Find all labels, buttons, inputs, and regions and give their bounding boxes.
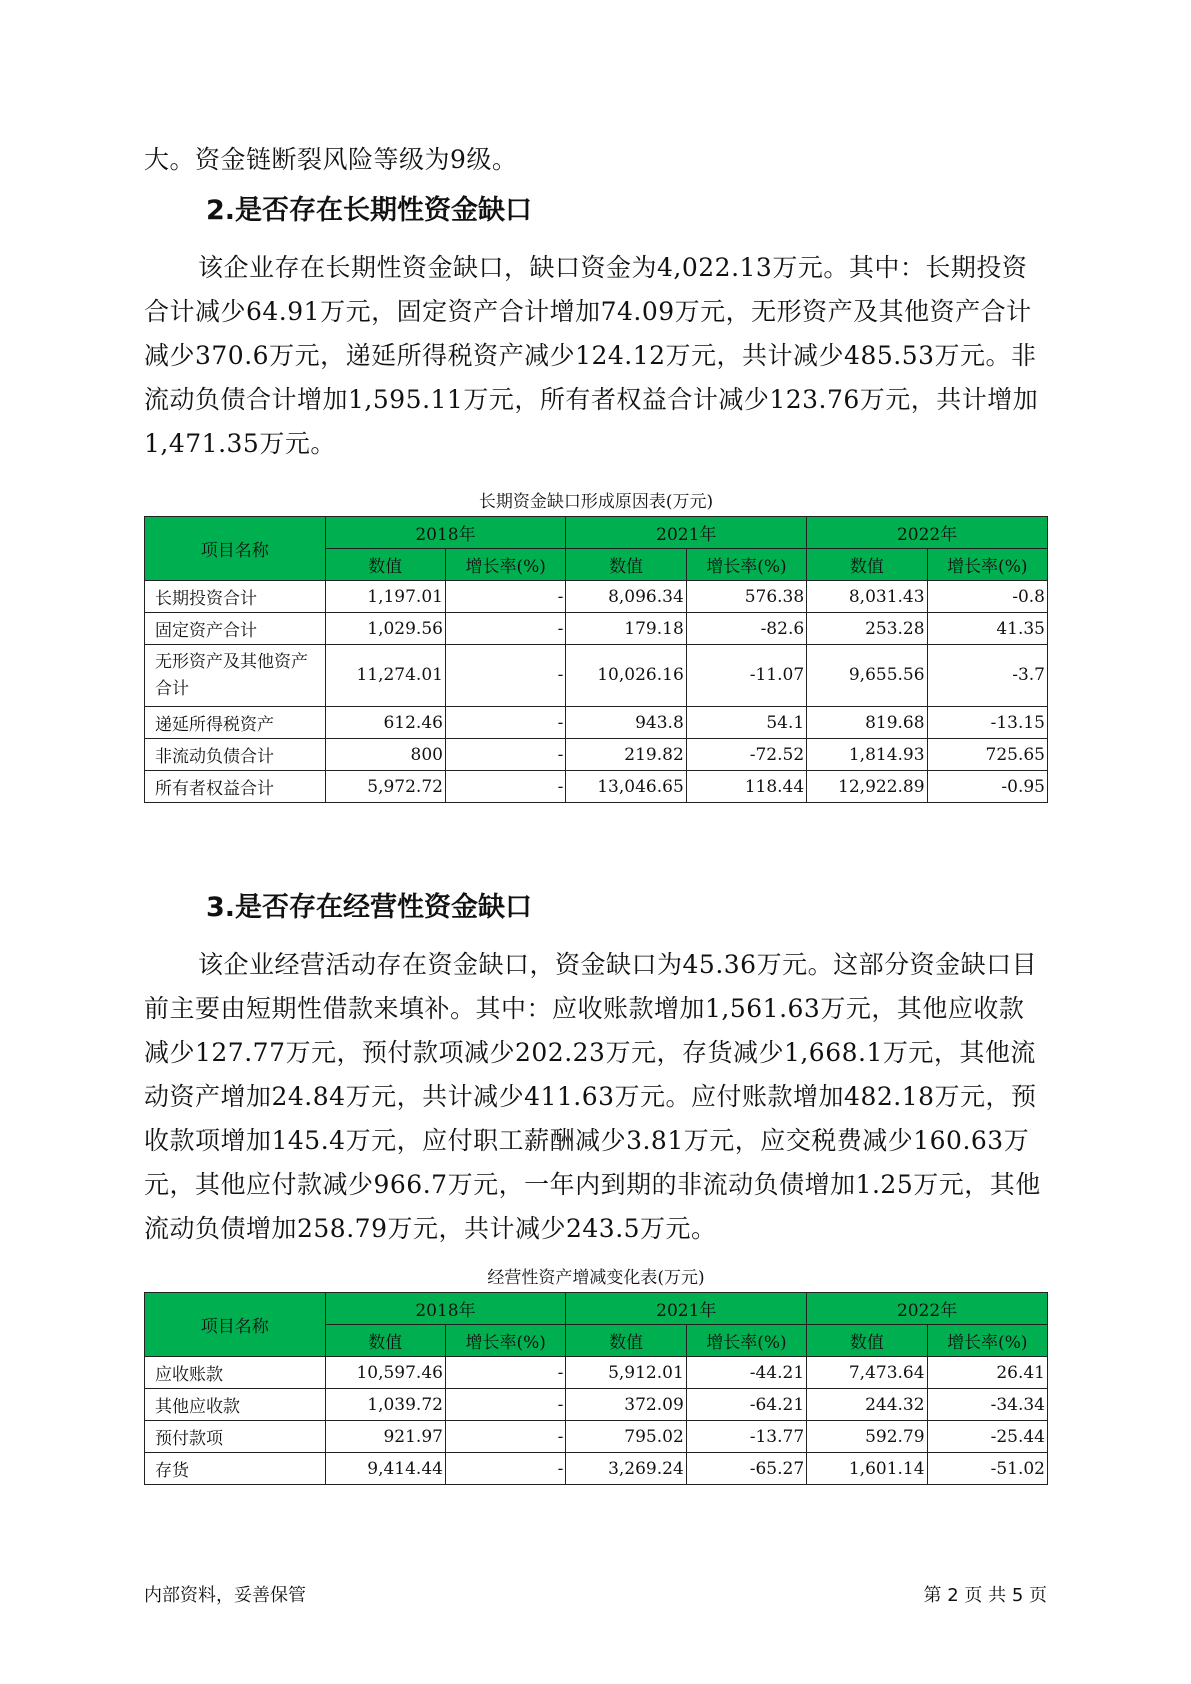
table-row	[145, 1357, 1048, 1389]
cell-growth: -	[445, 1421, 565, 1453]
cell-growth: -82.6	[686, 613, 806, 645]
row-label: 其他应收款	[145, 1389, 326, 1421]
cell-value: 8,096.34	[566, 581, 686, 613]
growth-rate-header: 增长率(%)	[686, 549, 806, 581]
year-header: 2022年	[807, 517, 1048, 549]
cell-growth: -	[445, 771, 565, 803]
row-label: 非流动负债合计	[145, 739, 326, 771]
cell-value: 800	[325, 739, 445, 771]
cell-value: 9,655.56	[807, 645, 927, 707]
cell-growth: -	[445, 581, 565, 613]
item-name-header: 项目名称	[145, 1293, 326, 1357]
cell-value: 5,972.72	[325, 771, 445, 803]
growth-rate-header: 增长率(%)	[927, 549, 1047, 581]
table-row	[145, 739, 1048, 771]
section-3-heading: 3.是否存在经营性资金缺口	[206, 892, 533, 923]
section-2-heading: 2.是否存在长期性资金缺口	[206, 195, 533, 226]
year-header: 2018年	[325, 517, 566, 549]
cell-value: 5,912.01	[566, 1357, 686, 1389]
footer-page-number: 第 2 页 共 5 页	[923, 1585, 1047, 1606]
cell-growth: -13.15	[927, 707, 1047, 739]
cell-growth: -	[445, 1389, 565, 1421]
year-header: 2021年	[566, 517, 807, 549]
table-2-caption: 经营性资产增减变化表(万元)	[487, 1268, 705, 1288]
cell-value: 1,814.93	[807, 739, 927, 771]
table-row	[145, 1421, 1048, 1453]
cell-growth: -51.02	[927, 1453, 1047, 1485]
cell-value: 244.32	[807, 1389, 927, 1421]
cell-value: 7,473.64	[807, 1357, 927, 1389]
row-label: 递延所得税资产	[145, 707, 326, 739]
cell-value: 921.97	[325, 1421, 445, 1453]
year-header: 2022年	[807, 1293, 1048, 1325]
cell-growth: -	[445, 1453, 565, 1485]
long-term-gap-table	[144, 516, 1048, 803]
cell-value: 372.09	[566, 1389, 686, 1421]
section-3-paragraph: 该企业经营活动存在资金缺口，资金缺口为45.36万元。这部分资金缺口目前主要由短期性借款来填补。其中：应收账款增加1,561.63万元，其他应收款减少127.77万元，预付款项减少202.23万元，存货减少1,668.1万元，其他流动资产增加24.84万元，共计减少411.63万元。应付账款增加482.18万元，预收款项增加145.4万元，应付职工薪酬减少3.81万元，应交税费减少160.63万元，其他应付款减少966.7万元，一年内到期的非流动负债增加1.25万元，其他流动负债增加258.79万元，共计减少243.5万元。	[144, 950, 1041, 1243]
cell-value: 11,274.01	[325, 645, 445, 707]
row-label: 长期投资合计	[145, 581, 326, 613]
cell-value: 12,922.89	[807, 771, 927, 803]
cell-value: 253.28	[807, 613, 927, 645]
cell-growth: -65.27	[686, 1453, 806, 1485]
value-header: 数值	[566, 1325, 686, 1357]
cell-value: 795.02	[566, 1421, 686, 1453]
section-2-paragraph: 该企业存在长期性资金缺口，缺口资金为4,022.13万元。其中：长期投资合计减少64.91万元，固定资产合计增加74.09万元，无形资产及其他资产合计减少370.6万元，递延所得税资产减少124.12万元，共计减少485.53万元。非流动负债合计增加1,595.11万元，所有者权益合计减少123.76万元，共计增加1,471.35万元。	[144, 253, 1039, 458]
cell-value: 943.8	[566, 707, 686, 739]
table-1-caption: 长期资金缺口形成原因表(万元)	[478, 492, 714, 512]
cell-growth: -72.52	[686, 739, 806, 771]
operating-assets-table	[144, 1292, 1048, 1485]
cell-growth: 576.38	[686, 581, 806, 613]
value-header: 数值	[325, 549, 445, 581]
cell-growth: -0.95	[927, 771, 1047, 803]
cell-growth: 118.44	[686, 771, 806, 803]
growth-rate-header: 增长率(%)	[445, 1325, 565, 1357]
footer-confidential-note: 内部资料，妥善保管	[144, 1585, 306, 1606]
cell-growth: -64.21	[686, 1389, 806, 1421]
table-row	[145, 613, 1048, 645]
table-row	[145, 771, 1048, 803]
item-name-header: 项目名称	[145, 517, 326, 581]
table-row	[145, 1453, 1048, 1485]
cell-value: 9,414.44	[325, 1453, 445, 1485]
cell-growth: -0.8	[927, 581, 1047, 613]
cell-value: 1,029.56	[325, 613, 445, 645]
row-label: 存货	[145, 1453, 326, 1485]
row-label: 预付款项	[145, 1421, 326, 1453]
cell-value: 10,026.16	[566, 645, 686, 707]
cell-growth: 41.35	[927, 613, 1047, 645]
cell-value: 612.46	[325, 707, 445, 739]
row-label: 固定资产合计	[145, 613, 326, 645]
year-header: 2021年	[566, 1293, 807, 1325]
table-row	[145, 1389, 1048, 1421]
value-header: 数值	[807, 1325, 927, 1357]
cell-growth: -	[445, 1357, 565, 1389]
cell-value: 1,039.72	[325, 1389, 445, 1421]
cell-value: 1,601.14	[807, 1453, 927, 1485]
cell-growth: -44.21	[686, 1357, 806, 1389]
cell-value: 592.79	[807, 1421, 927, 1453]
cell-growth: -25.44	[927, 1421, 1047, 1453]
growth-rate-header: 增长率(%)	[927, 1325, 1047, 1357]
cell-value: 10,597.46	[325, 1357, 445, 1389]
cell-growth: -	[445, 739, 565, 771]
cell-growth: -	[445, 613, 565, 645]
cell-value: 179.18	[566, 613, 686, 645]
cell-value: 219.82	[566, 739, 686, 771]
cell-growth: 725.65	[927, 739, 1047, 771]
cell-growth: -13.77	[686, 1421, 806, 1453]
cell-growth: -3.7	[927, 645, 1047, 707]
year-header: 2018年	[325, 1293, 566, 1325]
cell-value: 1,197.01	[325, 581, 445, 613]
row-label: 无形资产及其他资产合计	[145, 645, 326, 707]
cell-growth: -	[445, 645, 565, 707]
cell-growth: -	[445, 707, 565, 739]
cell-value: 8,031.43	[807, 581, 927, 613]
table-row	[145, 645, 1048, 707]
growth-rate-header: 增长率(%)	[445, 549, 565, 581]
cell-value: 819.68	[807, 707, 927, 739]
cell-value: 13,046.65	[566, 771, 686, 803]
value-header: 数值	[566, 549, 686, 581]
row-label: 所有者权益合计	[145, 771, 326, 803]
table-row	[145, 581, 1048, 613]
value-header: 数值	[325, 1325, 445, 1357]
growth-rate-header: 增长率(%)	[686, 1325, 806, 1357]
table-row	[145, 707, 1048, 739]
row-label: 应收账款	[145, 1357, 326, 1389]
cell-growth: 54.1	[686, 707, 806, 739]
cell-growth: -34.34	[927, 1389, 1047, 1421]
cell-value: 3,269.24	[566, 1453, 686, 1485]
value-header: 数值	[807, 549, 927, 581]
cell-growth: -11.07	[686, 645, 806, 707]
intro-line: 大。资金链断裂风险等级为9级。	[144, 145, 518, 174]
cell-growth: 26.41	[927, 1357, 1047, 1389]
